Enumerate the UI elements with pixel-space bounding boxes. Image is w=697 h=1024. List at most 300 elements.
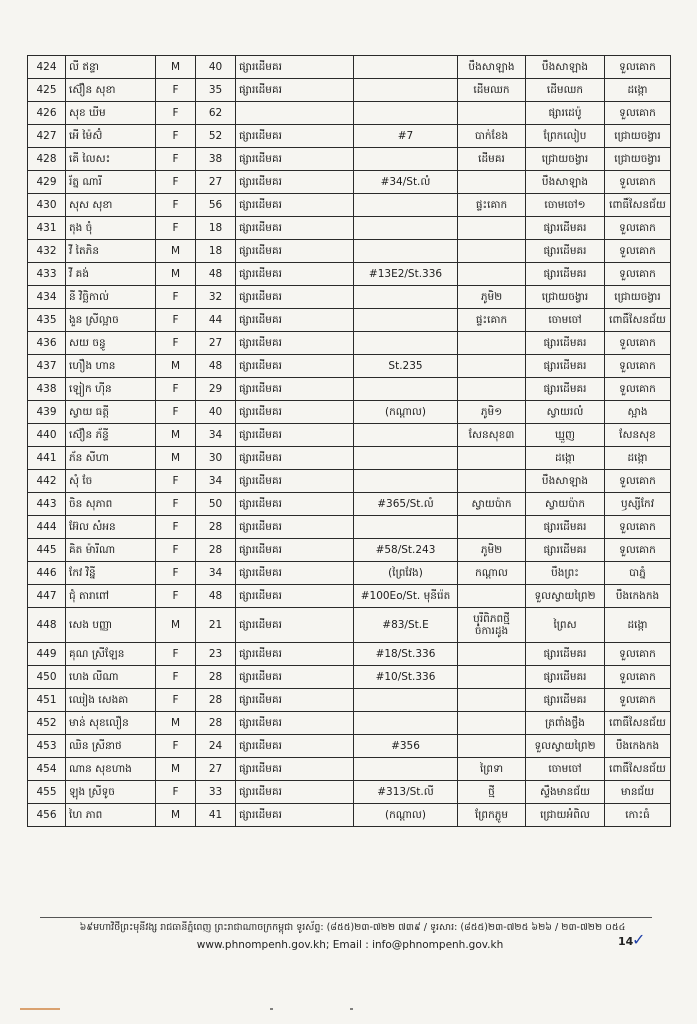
cell-workplace: ផ្សារដើមគរ [236,378,354,401]
cell-workplace: ផ្សារដើមគរ [236,689,354,712]
table-row [28,171,671,194]
cell-commune: ពោធិ៍សែនជ័យ [605,194,671,217]
cell-group: ផ្ទះគោក [458,194,526,217]
table-row [28,102,671,125]
cell-group: បាក់ខែង [458,125,526,148]
cell-age: 21 [196,608,236,643]
cell-age: 32 [196,286,236,309]
cell-commune: ទួលគោក [605,332,671,355]
cell-village: ផ្សារដើមគរ [526,643,605,666]
cell-house-street: #34/St.លំ [354,171,458,194]
cell-group [458,102,526,125]
cell-house-street: #18/St.336 [354,643,458,666]
cell-group: ព្រៃទា [458,758,526,781]
cell-commune: ទួលគោក [605,240,671,263]
cell-group: ដើមគរ [458,148,526,171]
cell-row-number: 425 [28,79,66,102]
cell-commune: ឫស្សីកែវ [605,493,671,516]
cell-row-number: 442 [28,470,66,493]
cell-row-number: 424 [28,56,66,79]
cell-workplace: ផ្សារដើមគរ [236,470,354,493]
cell-group [458,735,526,758]
cell-row-number: 440 [28,424,66,447]
table-row [28,332,671,355]
cell-person-name: វី គង់ [66,263,156,286]
cell-commune: ជ្រោយចង្វារ [605,125,671,148]
cell-person-name: ហៃ ភាព [66,804,156,827]
cell-group [458,332,526,355]
cell-workplace: ផ្សារដើមគរ [236,148,354,171]
table-row [28,79,671,102]
cell-person-name: រ័ត្ន ណារី [66,171,156,194]
cell-village: ដើមឈក [526,79,605,102]
cell-workplace: ផ្សារដើមគរ [236,447,354,470]
cell-house-street: #7 [354,125,458,148]
cell-house-street: #13E2/St.336 [354,263,458,286]
cell-workplace: ផ្សារដើមគរ [236,643,354,666]
footer-address: ៦៩មហាវិថីព្រះមុនីវង្ស រាជធានីភ្នំពេញ ព្រះរាជាណាចក្រកម្ពុជា ទូរស័ព្ទ: (៨៥៥)២៣-៧២២ ៧៣៩ / ទូរសារ: (៨៥៥)២៣-៧២៥ ៦២៦ / ២៣-៧២២ ០៥៤ [79,922,626,933]
table-row [28,643,671,666]
cell-sex: M [156,355,196,378]
cell-village: ត្រពាំងថ្លឹង [526,712,605,735]
cell-house-street: St.235 [354,355,458,378]
cell-group [458,240,526,263]
cell-group: កណ្តាល [458,562,526,585]
cell-sex: F [156,102,196,125]
cell-row-number: 427 [28,125,66,148]
cell-group: ភូមិ២ [458,539,526,562]
table-row [28,240,671,263]
cell-house-street: (ព្រៃវែង) [354,562,458,585]
cell-commune: ទួលគោក [605,516,671,539]
cell-age: 56 [196,194,236,217]
cell-person-name: ជុំ តារាពៅ [66,585,156,608]
table-row [28,539,671,562]
cell-village: ផ្សារដើមគរ [526,539,605,562]
cell-row-number: 456 [28,804,66,827]
cell-workplace: ផ្សារដើមគរ [236,516,354,539]
cell-row-number: 451 [28,689,66,712]
cell-workplace: ផ្សារដើមគរ [236,585,354,608]
cell-commune: ពោធិ៍សែនជ័យ [605,712,671,735]
cell-house-street [354,56,458,79]
cell-person-name: សុស សុខា [66,194,156,217]
cell-workplace: ផ្សារដើមគរ [236,735,354,758]
records-table [27,55,671,827]
cell-workplace: ផ្សារដើមគរ [236,493,354,516]
cell-house-street [354,286,458,309]
cell-village: ទួលស្វាយព្រៃ២ [526,585,605,608]
check-mark-icon: ✓ [632,930,646,949]
cell-row-number: 430 [28,194,66,217]
cell-commune: ទួលគោក [605,643,671,666]
cell-village: បឹងសាឡាង [526,171,605,194]
cell-row-number: 438 [28,378,66,401]
cell-person-name: គិត ម៉ារីណា [66,539,156,562]
cell-row-number: 432 [28,240,66,263]
cell-age: 34 [196,562,236,585]
cell-group [458,689,526,712]
cell-person-name: ណាន សុខហាង [66,758,156,781]
cell-sex: M [156,263,196,286]
cell-age: 50 [196,493,236,516]
cell-commune: សែនសុខ [605,424,671,447]
cell-house-street [354,79,458,102]
cell-age: 33 [196,781,236,804]
cell-age: 27 [196,758,236,781]
cell-workplace: ផ្សារដើមគរ [236,355,354,378]
table-row [28,689,671,712]
cell-age: 34 [196,470,236,493]
table-row [28,516,671,539]
cell-person-name: ឈៀង សេងគា [66,689,156,712]
cell-workplace: ផ្សារដើមគរ [236,263,354,286]
cell-house-street [354,758,458,781]
cell-village: ជ្រោយចង្វារ [526,148,605,171]
cell-age: 48 [196,263,236,286]
cell-row-number: 450 [28,666,66,689]
cell-village: ផ្សារដើមគរ [526,332,605,355]
cell-sex: F [156,401,196,424]
cell-commune: បាភ្នំ [605,562,671,585]
cell-age: 48 [196,585,236,608]
cell-commune: ទួលគោក [605,689,671,712]
table-row [28,712,671,735]
cell-house-street: #83/St.E [354,608,458,643]
table-row [28,217,671,240]
table-row [28,804,671,827]
cell-group [458,447,526,470]
cell-age: 34 [196,424,236,447]
cell-person-name: សុខ ឃីម [66,102,156,125]
cell-row-number: 445 [28,539,66,562]
cell-commune: បឹងកេងកង [605,735,671,758]
cell-village: ដង្កោ [526,447,605,470]
cell-person-name: កែវ វិន្នី [66,562,156,585]
cell-group [458,171,526,194]
cell-sex: M [156,804,196,827]
cell-village: ស្វាយប៉ាក [526,493,605,516]
cell-row-number: 455 [28,781,66,804]
cell-village: ឃ្មួញ [526,424,605,447]
cell-sex: F [156,516,196,539]
cell-person-name: ឡៀក ហ៊ីន [66,378,156,401]
cell-group [458,263,526,286]
cell-sex: M [156,447,196,470]
cell-house-street: (កណ្តាល) [354,804,458,827]
cell-commune: ទួលគោក [605,217,671,240]
cell-sex: F [156,470,196,493]
cell-workplace: ផ្សារដើមគរ [236,712,354,735]
footer-divider [40,917,652,918]
cell-house-street [354,217,458,240]
table-row [28,378,671,401]
cell-workplace: ផ្សារដើមគរ [236,804,354,827]
cell-commune: ទួលគោក [605,263,671,286]
cell-sex: F [156,217,196,240]
cell-age: 23 [196,643,236,666]
cell-age: 38 [196,148,236,171]
cell-village: បឹងសាឡាង [526,470,605,493]
table-row [28,735,671,758]
cell-village: ស្ទឹងមានជ័យ [526,781,605,804]
cell-row-number: 429 [28,171,66,194]
cell-commune: ដង្កោ [605,79,671,102]
table-row [28,424,671,447]
cell-commune: ស្អាង [605,401,671,424]
cell-row-number: 452 [28,712,66,735]
cell-sex: F [156,148,196,171]
cell-sex: M [156,56,196,79]
cell-person-name: ចិន សុភាព [66,493,156,516]
cell-person-name: ហេង លីណា [66,666,156,689]
cell-house-street [354,470,458,493]
cell-sex: F [156,493,196,516]
cell-age: 28 [196,539,236,562]
cell-house-street [354,516,458,539]
cell-person-name: សេង បញ្ញា [66,608,156,643]
cell-group [458,516,526,539]
cell-village: ចោមចៅ១ [526,194,605,217]
cell-village: ផ្សារដើមគរ [526,516,605,539]
cell-group: ព្រែកភ្លូម [458,804,526,827]
cell-age: 30 [196,447,236,470]
cell-row-number: 431 [28,217,66,240]
table-row [28,666,671,689]
cell-age: 29 [196,378,236,401]
cell-age: 27 [196,171,236,194]
cell-person-name: អ៊ែល សំអន [66,516,156,539]
cell-group [458,470,526,493]
cell-person-name: សយ ចន្ធូ [66,332,156,355]
cell-row-number: 454 [28,758,66,781]
cell-sex: F [156,781,196,804]
cell-workplace: ផ្សារដើមគរ [236,424,354,447]
cell-commune: ទួលគោក [605,378,671,401]
cell-sex: F [156,585,196,608]
cell-house-street: #365/St.លំ [354,493,458,516]
cell-row-number: 436 [28,332,66,355]
cell-house-street: #313/St.លី [354,781,458,804]
cell-sex: F [156,539,196,562]
cell-person-name: ស្វាយ ធត្តី [66,401,156,424]
cell-workplace: ផ្សារដើមគរ [236,666,354,689]
cell-sex: M [156,758,196,781]
cell-commune: ទួលគោក [605,539,671,562]
cell-age: 18 [196,240,236,263]
cell-sex: F [156,689,196,712]
cell-row-number: 449 [28,643,66,666]
cell-row-number: 426 [28,102,66,125]
cell-workplace: ផ្សារដើមគរ [236,240,354,263]
cell-workplace: ផ្សារដើមគរ [236,562,354,585]
cell-group [458,712,526,735]
table-row [28,447,671,470]
cell-village: ចោមចៅ [526,309,605,332]
cell-village: ផ្សារដើមគរ [526,378,605,401]
cell-village: ផ្សារដើមគរ [526,666,605,689]
cell-sex: F [156,378,196,401]
cell-row-number: 435 [28,309,66,332]
cell-village: ផ្សារដើមគរ [526,355,605,378]
cell-village: ទួលស្វាយព្រៃ២ [526,735,605,758]
cell-workplace: ផ្សារដើមគរ [236,781,354,804]
cell-commune: ដង្កោ [605,447,671,470]
cell-sex: M [156,608,196,643]
cell-workplace: ផ្សារដើមគរ [236,608,354,643]
cell-person-name: ងួន ស្រីល្អាច [66,309,156,332]
cell-house-street: #10/St.336 [354,666,458,689]
cell-sex: F [156,286,196,309]
cell-age: 41 [196,804,236,827]
cell-group: ដើមឈក [458,79,526,102]
cell-house-street [354,447,458,470]
cell-person-name: ស៊ឿន ភ័ន្ទី [66,424,156,447]
cell-person-name: លី ឥន្ទា [66,56,156,79]
cell-commune: មានជ័យ [605,781,671,804]
table-row [28,401,671,424]
cell-house-street: #100Eo/St. មុនីរ៉េត [354,585,458,608]
cell-sex: F [156,332,196,355]
cell-house-street [354,712,458,735]
cell-sex: F [156,666,196,689]
cell-person-name: ហឿង ហាន [66,355,156,378]
cell-group [458,217,526,240]
cell-sex: F [156,309,196,332]
cell-sex: M [156,424,196,447]
cell-row-number: 437 [28,355,66,378]
cell-group [458,378,526,401]
table-row [28,309,671,332]
cell-row-number: 428 [28,148,66,171]
cell-commune: ជ្រោយចង្វារ [605,148,671,171]
cell-sex: F [156,194,196,217]
cell-house-street [354,240,458,263]
cell-village: ផ្សារដើមគរ [526,240,605,263]
cell-age: 44 [196,309,236,332]
cell-commune: ទួលគោក [605,355,671,378]
cell-workplace: ផ្សារដើមគរ [236,539,354,562]
cell-village: ព្រែកលៀប [526,125,605,148]
cell-village: ផ្សារដេប៉ូ [526,102,605,125]
cell-sex: M [156,240,196,263]
cell-sex: F [156,125,196,148]
cell-group: ភូមិ២ [458,286,526,309]
table-row [28,194,671,217]
cell-workplace: ផ្សារដើមគរ [236,332,354,355]
table-row [28,148,671,171]
cell-row-number: 441 [28,447,66,470]
cell-workplace: ផ្សារដើមគរ [236,758,354,781]
cell-commune: បឹងកេងកង [605,585,671,608]
table-row [28,286,671,309]
cell-workplace: ផ្សារដើមគរ [236,194,354,217]
cell-workplace: ផ្សារដើមគរ [236,125,354,148]
table-row [28,781,671,804]
cell-age: 40 [196,56,236,79]
cell-person-name: គើ លៃសះ [66,148,156,171]
cell-commune: ទួលគោក [605,102,671,125]
cell-person-name: សុំ ចែ [66,470,156,493]
cell-sex: F [156,735,196,758]
cell-age: 28 [196,712,236,735]
cell-person-name: តុង ចុំ [66,217,156,240]
cell-person-name: ស៊ឿន សុខា [66,79,156,102]
cell-commune: ទួលគោក [605,56,671,79]
cell-age: 35 [196,79,236,102]
cell-house-street [354,689,458,712]
cell-village: ចោមចៅ [526,758,605,781]
cell-group [458,643,526,666]
records-body [28,56,671,827]
cell-village: ជ្រោយចង្វារ [526,286,605,309]
cell-row-number: 446 [28,562,66,585]
cell-person-name: គុណ ស្រីឡែន [66,643,156,666]
cell-group: ថ្មី [458,781,526,804]
table-row [28,470,671,493]
cell-house-street: (កណ្តាល) [354,401,458,424]
table-row [28,493,671,516]
cell-age: 48 [196,355,236,378]
cell-row-number: 453 [28,735,66,758]
cell-person-name: ភ័ន សីហា [66,447,156,470]
cell-house-street [354,102,458,125]
table-row [28,562,671,585]
cell-workplace: ផ្សារដើមគរ [236,217,354,240]
cell-workplace: ផ្សារដើមគរ [236,171,354,194]
cell-village: ផ្សារដើមគរ [526,217,605,240]
cell-workplace: ផ្សារដើមគរ [236,309,354,332]
cell-age: 18 [196,217,236,240]
cell-house-street [354,424,458,447]
cell-commune: ពោធិ៍សែនជ័យ [605,758,671,781]
cell-row-number: 433 [28,263,66,286]
cell-age: 28 [196,666,236,689]
cell-person-name: ឡុង ស្រីទូច [66,781,156,804]
page-edge-mark [20,1008,670,1010]
cell-person-name: វី តៃភិន [66,240,156,263]
cell-age: 28 [196,689,236,712]
cell-row-number: 443 [28,493,66,516]
cell-workplace: ផ្សារដើមគរ [236,286,354,309]
cell-workplace: ផ្សារដើមគរ [236,56,354,79]
cell-house-street [354,378,458,401]
cell-group [458,666,526,689]
page-number: 14 [618,935,634,948]
cell-commune: កោះធំ [605,804,671,827]
cell-age: 27 [196,332,236,355]
cell-age: 52 [196,125,236,148]
table-row [28,263,671,286]
cell-village: ព្រៃស [526,608,605,643]
cell-row-number: 439 [28,401,66,424]
cell-commune: ទួលគោក [605,171,671,194]
cell-village: ជ្រោយអំពិល [526,804,605,827]
table-row [28,585,671,608]
cell-commune: ទួលគោក [605,666,671,689]
table-row [28,758,671,781]
cell-workplace [236,102,354,125]
cell-person-name: អើ ម៉ៃស៊ំ [66,125,156,148]
cell-sex: F [156,171,196,194]
cell-person-name: មាន់ សុខលឿន [66,712,156,735]
footer-contact: www.phnompenh.gov.kh; Email : info@phnompenh.gov.kh [196,939,504,951]
cell-commune: ទួលគោក [605,470,671,493]
cell-village: ផ្សារដើមគរ [526,689,605,712]
cell-commune: ដង្កោ [605,608,671,643]
cell-workplace: ផ្សារដើមគរ [236,401,354,424]
cell-row-number: 444 [28,516,66,539]
